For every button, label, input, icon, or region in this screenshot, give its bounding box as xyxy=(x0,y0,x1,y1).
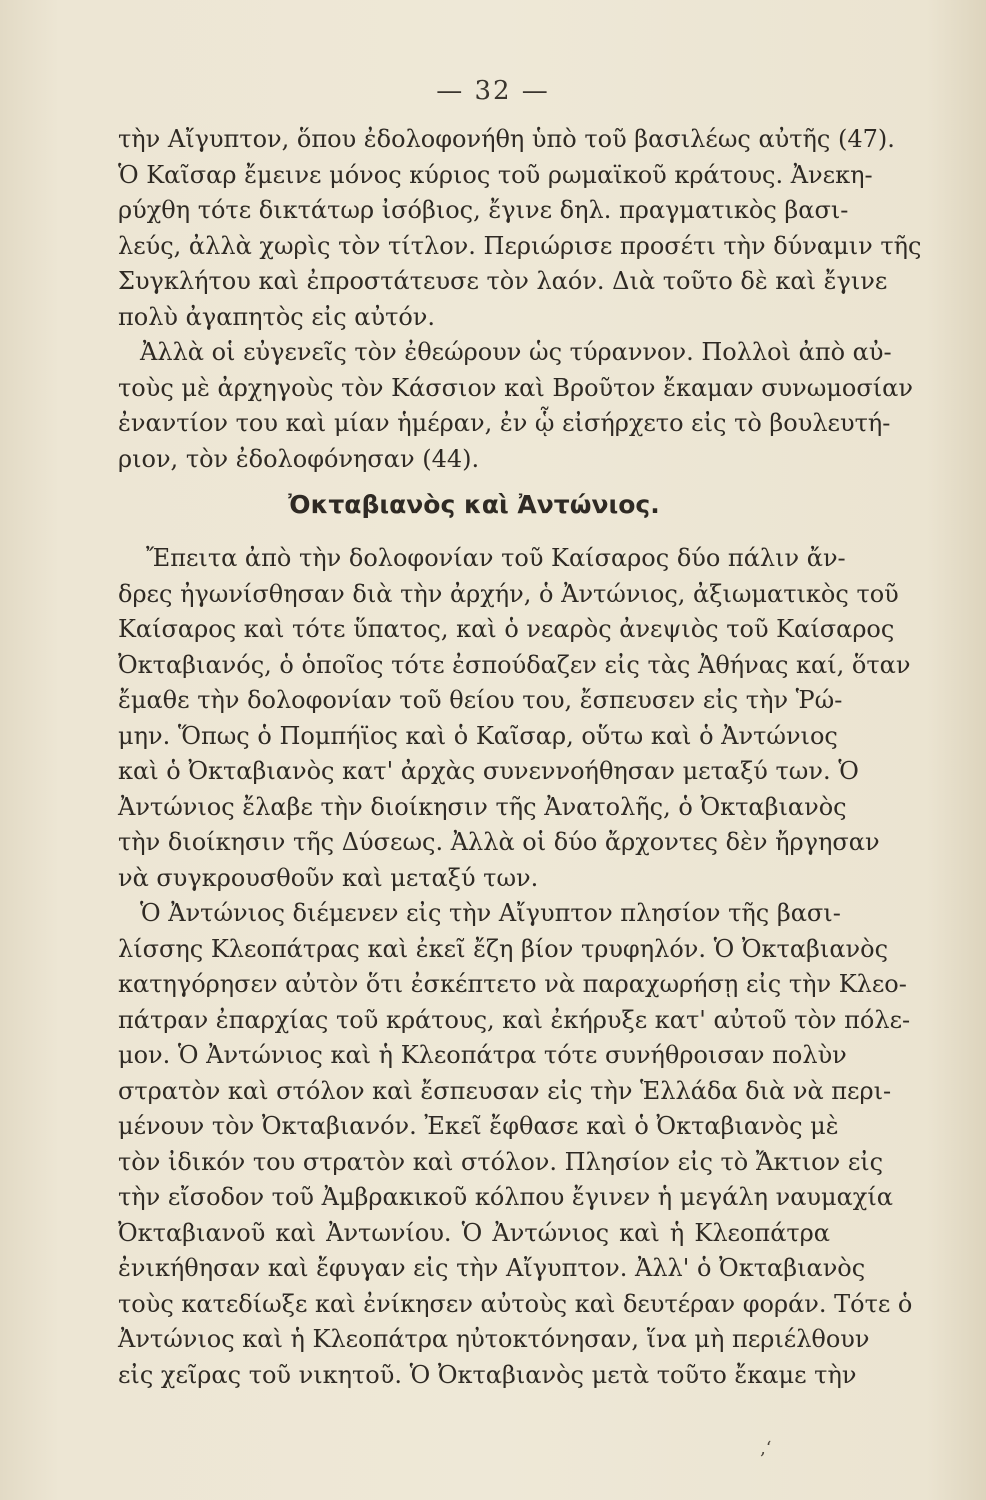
text-line: τοὺς μὲ ἀρχηγοὺς τὸν Κάσσιον καὶ Βροῦτον ἔκαμαν συνωμοσίαν xyxy=(118,373,913,402)
paragraph-3 xyxy=(118,541,911,896)
text-line: ἐνικήθησαν καὶ ἔφυγαν εἰς τὴν Αἴγυπτον. Ἀλλ' ὁ Ὀκταβιανὸς xyxy=(118,1254,866,1282)
text-line: στρατὸν καὶ στόλον καὶ ἔσπευσαν εἰς τὴν Ἑλλάδα διὰ νὰ περι- xyxy=(118,1076,892,1105)
text-line: ἔμαθε τὴν δολοφονίαν τοῦ θείου του, ἔσπευσεν εἰς τὴν Ῥώ- xyxy=(118,686,843,714)
text-line: Ὀκταβιανοῦ καὶ Ἀντωνίου. Ὁ Ἀντώνιος καὶ ἡ Κλεοπάτρα xyxy=(118,1218,830,1247)
text-line: Ἀντώνιος ἔλαβε τὴν διοίκησιν τῆς Ἀνατολῆς, ὁ Ὀκταβιανὸς xyxy=(118,792,847,821)
paragraph-2 xyxy=(118,335,913,477)
paragraph-4 xyxy=(118,896,913,1393)
text-line: πολὺ ἀγαπητὸς εἰς αὐτόν. xyxy=(118,302,436,331)
text-line: εἰς χεῖρας τοῦ νικητοῦ. Ὁ Ὀκταβιανὸς μετὰ τοῦτο ἔκαμε τὴν xyxy=(118,1360,857,1389)
text-line: μον. Ὁ Ἀντώνιος καὶ ἡ Κλεοπάτρα τότε συνήθροισαν πολὺν xyxy=(118,1041,847,1069)
text-line: κατηγόρησεν αὐτὸν ὅτι ἐσκέπτετο νὰ παραχωρήσῃ εἰς τὴν Κλεο- xyxy=(118,970,907,998)
text-line: Ὁ Καῖσαρ ἔμεινε μόνος κύριος τοῦ ρωμαϊκοῦ κράτους. Ἀνεκη- xyxy=(118,160,873,189)
text-line: Ἀντώνιος καὶ ἡ Κλεοπάτρα ηὐτοκτόνησαν, ἵνα μὴ περιέλθουν xyxy=(118,1325,870,1353)
text-line: ρύχθη τότε δικτάτωρ ἰσόβιος, ἔγινε δηλ. πραγματικὸς βασι- xyxy=(118,196,849,224)
text-line: μένουν τὸν Ὀκταβιανόν. Ἐκεῖ ἔφθασε καὶ ὁ Ὀκταβιανὸς μὲ xyxy=(118,1112,839,1140)
text-body xyxy=(118,122,922,1393)
text-line: τὸν ἰδικόν του στρατὸν καὶ στόλον. Πλησίον εἰς τὸ Ἄκτιον εἰς xyxy=(118,1147,884,1176)
paragraph-1 xyxy=(118,122,922,335)
text-line: πάτραν ἐπαρχίας τοῦ κράτους, καὶ ἐκήρυξε κατ' αὐτοῦ τὸν πόλε- xyxy=(118,1005,911,1034)
text-line: καὶ ὁ Ὀκταβιανὸς κατ' ἀρχὰς συνεννοήθησαν μεταξύ των. Ὁ xyxy=(118,757,859,785)
text-line: τὴν διοίκησιν τῆς Δύσεως. Ἀλλὰ οἱ δύο ἄρχοντες δὲν ἤργησαν xyxy=(118,828,880,856)
text-line: λεύς, ἀλλὰ χωρὶς τὸν τίτλον. Περιώρισε προσέτι τὴν δύναμιν τῆς xyxy=(118,231,922,260)
footer-mark: ‚‘ xyxy=(760,1438,772,1459)
text-line: τὴν Αἴγυπτον, ὅπου ἐδολοφονήθη ὑπὸ τοῦ βασιλέως αὐτῆς (47). xyxy=(118,125,895,153)
text-line: Καίσαρος καὶ τότε ὕπατος, καὶ ὁ νεαρὸς ἀνεψιὸς τοῦ Καίσαρος xyxy=(118,615,895,643)
text-line: Ἀλλὰ οἱ εὐγενεῖς τὸν ἐθεώρουν ὡς τύραννον. Πολλοὶ ἀπὸ αὐ- xyxy=(140,338,892,366)
text-line: ριον, τὸν ἐδολοφόνησαν (44). xyxy=(118,444,480,473)
text-line: λίσσης Κλεοπάτρας καὶ ἐκεῖ ἔζη βίον τρυφηλόν. Ὁ Ὀκταβιανὸς xyxy=(118,934,889,963)
text-line: νὰ συγκρουσθοῦν καὶ μεταξύ των. xyxy=(118,863,539,892)
section-heading: Ὀκταβιανὸς καὶ Ἀντώνιος. xyxy=(288,490,660,519)
text-line: Ὁ Ἀντώνιος διέμενεν εἰς τὴν Αἴγυπτον πλησίον τῆς βασι- xyxy=(140,899,841,927)
page-number: — 32 — xyxy=(436,76,550,106)
text-line: ἐναντίον του καὶ μίαν ἡμέραν, ἐν ᾧ εἰσήρχετο εἰς τὸ βουλευτή- xyxy=(118,409,891,437)
text-line: Ὀκταβιανός, ὁ ὁποῖος τότε ἐσπούδαζεν εἰς τὰς Ἀθήνας καί, ὅταν xyxy=(118,650,911,679)
text-line: μην. Ὅπως ὁ Πομπήϊος καὶ ὁ Καῖσαρ, οὕτω καὶ ὁ Ἀντώνιος xyxy=(118,721,838,750)
text-line: Ἔπειτα ἀπὸ τὴν δολοφονίαν τοῦ Καίσαρος δύο πάλιν ἄν- xyxy=(146,544,846,572)
text-line: τοὺς κατεδίωξε καὶ ἐνίκησεν αὐτοὺς καὶ δευτέραν φοράν. Τότε ὁ xyxy=(118,1289,913,1318)
text-line: τὴν εἴσοδον τοῦ Ἀμβρακικοῦ κόλπου ἔγινεν ἡ μεγάλη ναυμαχία xyxy=(118,1183,893,1211)
text-line: δρες ἠγωνίσθησαν διὰ τὴν ἀρχήν, ὁ Ἀντώνιος, ἀξιωματικὸς τοῦ xyxy=(118,579,899,608)
text-line: Συγκλήτου καὶ ἐπροστάτευσε τὸν λαόν. Διὰ τοῦτο δὲ καὶ ἔγινε xyxy=(118,267,888,295)
